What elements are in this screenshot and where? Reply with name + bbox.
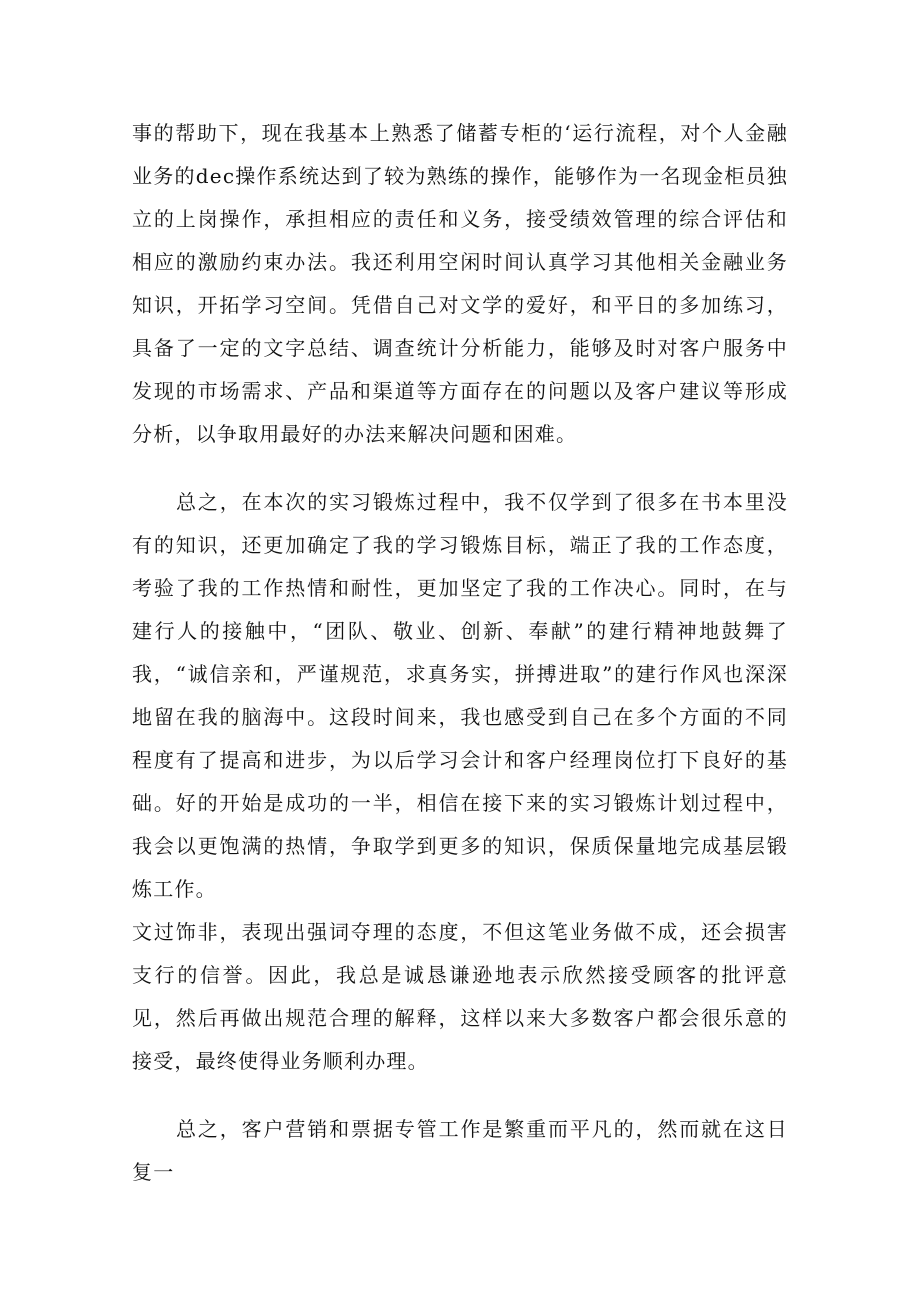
paragraph-summary: 总之，在本次的实习锻炼过程中，我不仅学到了很多在书本里没有的知识，还更加确定了我的学习锻炼目标，端正了我的工作态度，考验了我的工作热情和耐性，更加坚定了我的工作决心。同时，在与建行人的接触中，“团队、敬业、创新、奉献”的建行精神地鼓舞了我，“诚信亲和，严谨规范，求真务实，拼搏进取”的建行作风也深深地留在我的脑海中。这段时间来，我也感受到自己在多个方面的不同程度有了提高和进步，为以后学习会计和客户经理岗位打下良好的基础。好的开始是成功的一半，相信在接下来的实习锻炼计划过程中，我会以更饱满的热情，争取学到更多的知识，保质保量地完成基层锻炼工作。 xyxy=(132,490,788,901)
paragraph-continuation: 事的帮助下，现在我基本上熟悉了储蓄专柜的‘运行流程，对个人金融业务的dec操作系统达到了较为熟练的操作，能够作为一名现金柜员独立的上岗操作，承担相应的责任和义务，接受绩效管理的综合评估和相应的激励约束办法。我还利用空闲时间认真学习其他相关金融业务知识，开拓学习空间。凭借自己对文学的爱好，和平日的多加练习，具备了一定的文字总结、调查统计分析能力，能够及时对客户服务中发现的市场需求、产品和渠道等方面存在的问题以及客户建议等形成分析，以争取用最好的办法来解决问题和困难。 xyxy=(132,121,788,446)
paragraph-closing: 总之，客户营销和票据专管工作是繁重而平凡的，然而就在这日复一 xyxy=(132,1117,788,1184)
paragraph-customer-service: 文过饰非，表现出强词夺理的态度，不但这笔业务做不成，还会损害支行的信誉。因此，我总是诚恳谦逊地表示欣然接受顾客的批评意见，然后再做出规范合理的解释，这样以来大多数客户都会很乐意的接受，最终使得业务顺利办理。 xyxy=(132,920,788,1073)
